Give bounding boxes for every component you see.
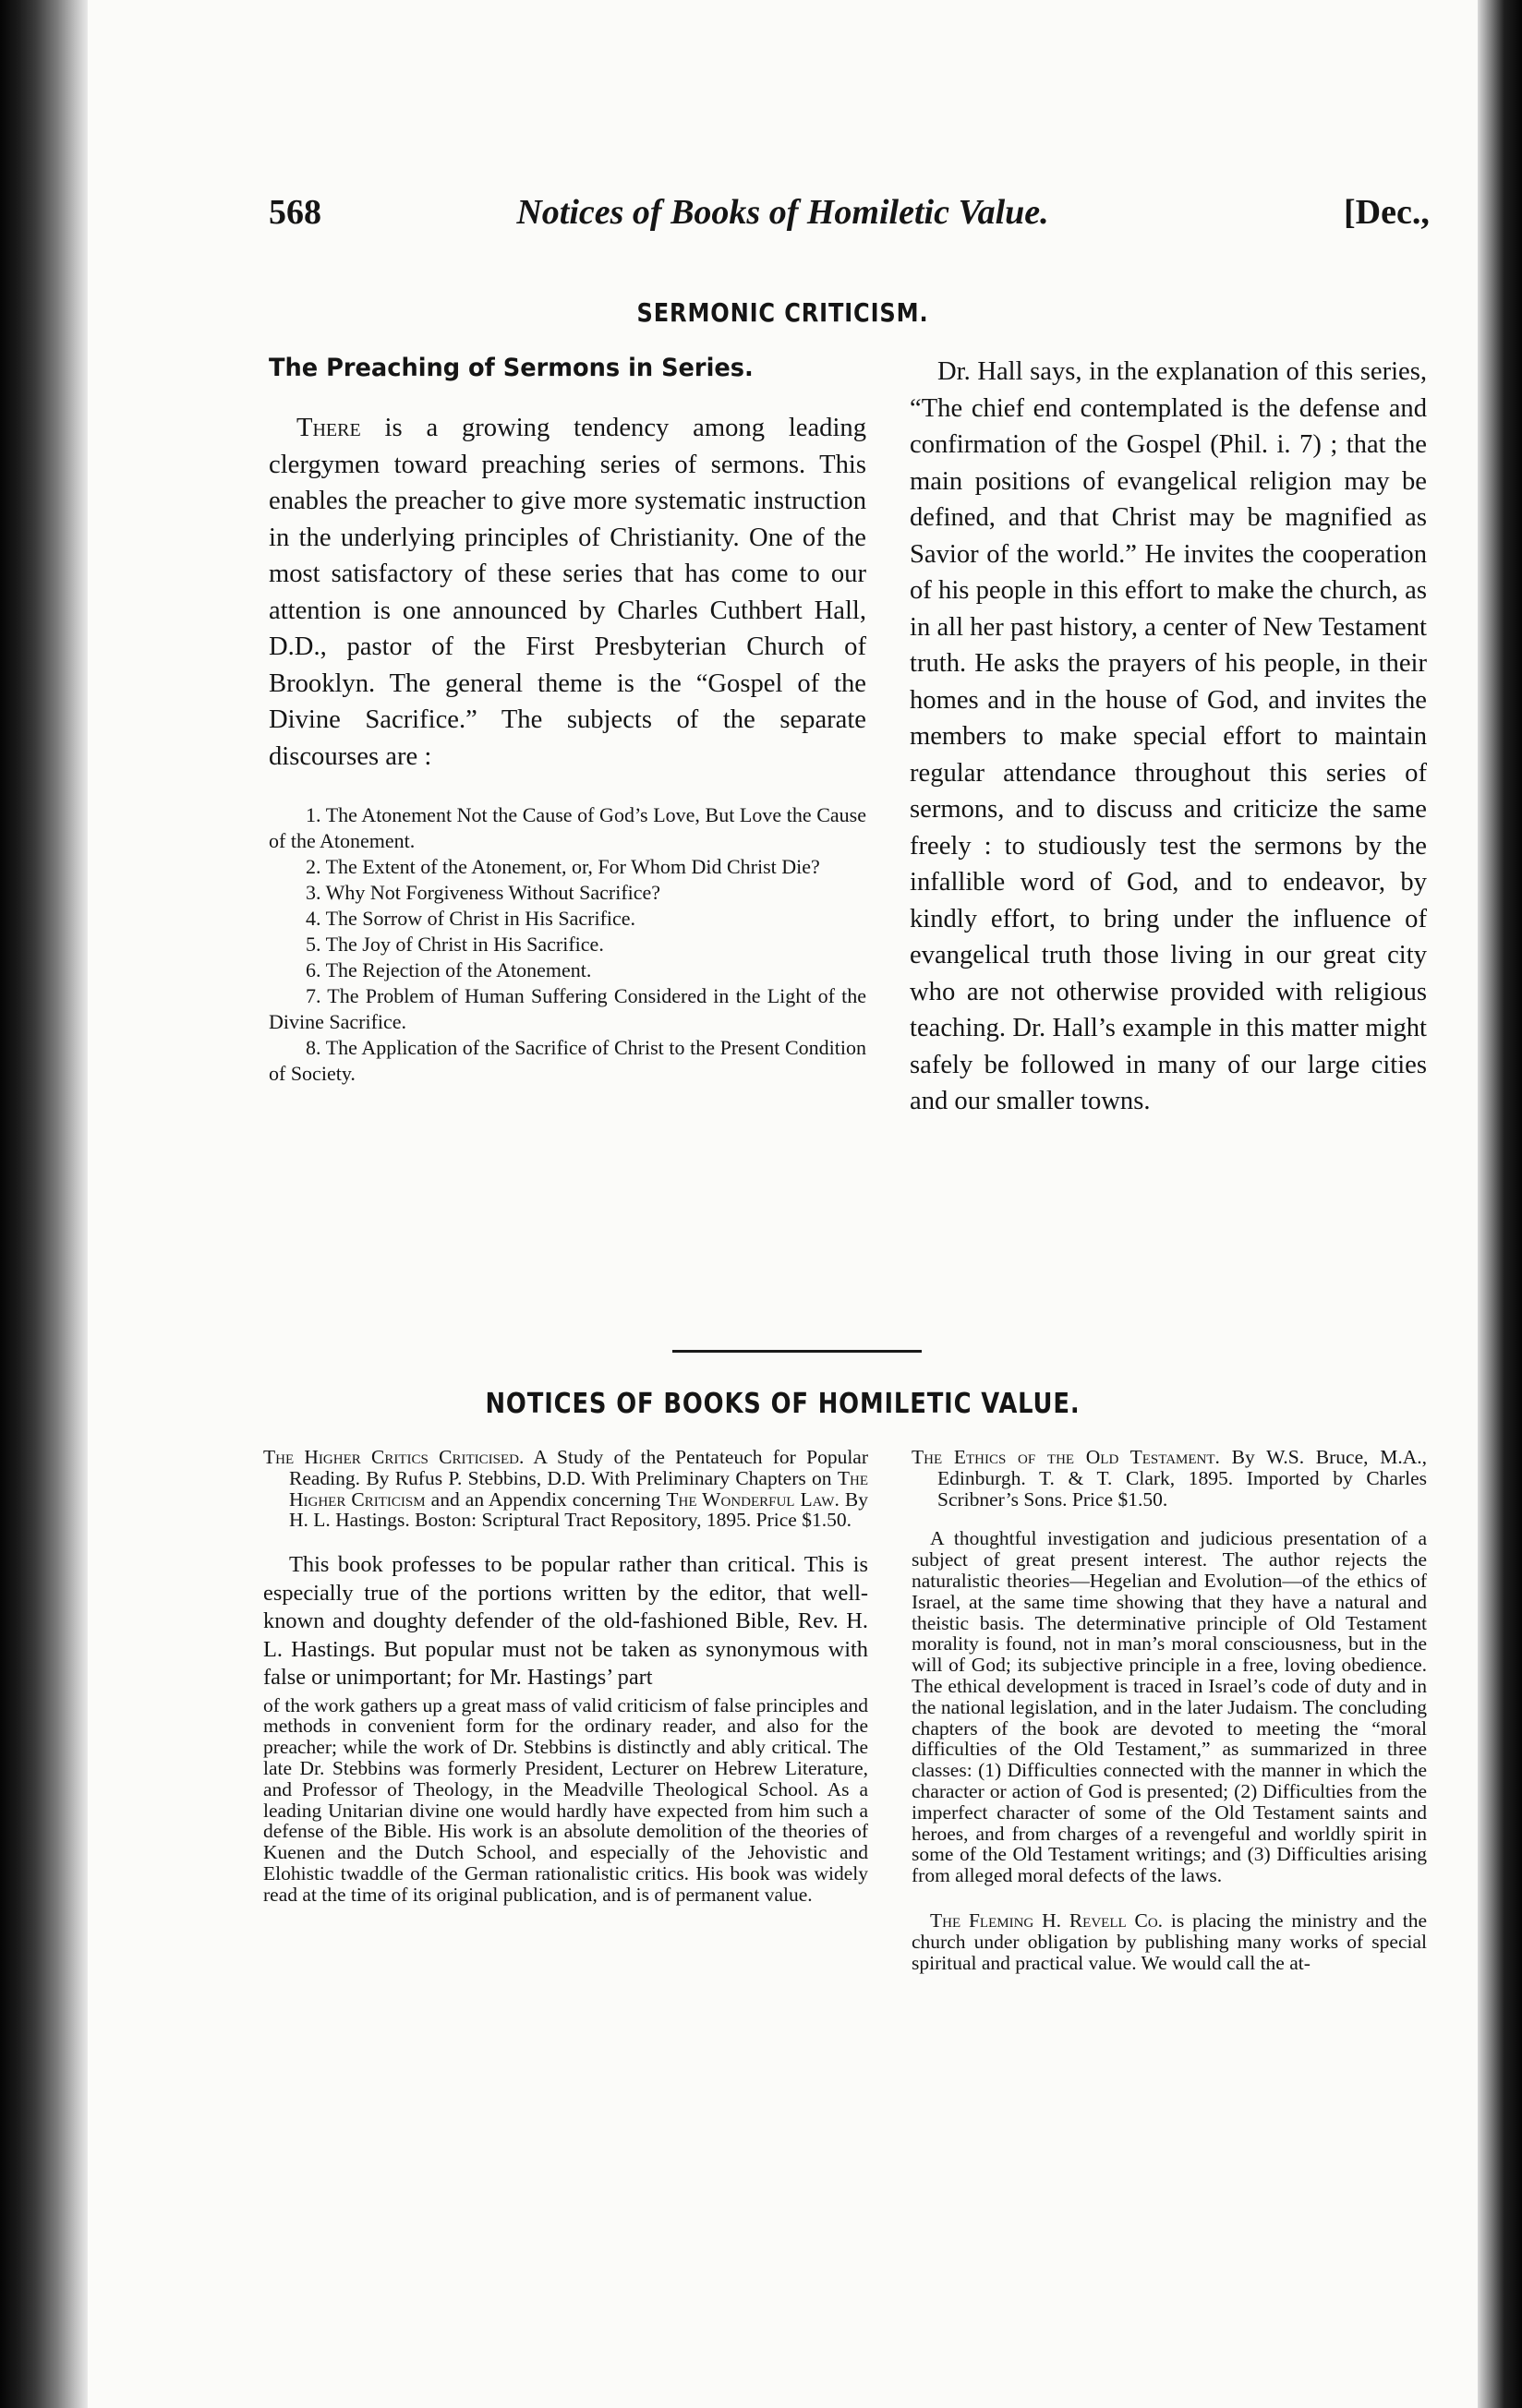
intro-text: is a growing tendency among leading clergymen toward preaching series of sermons. This enables the preacher to give more systematic instruction in the underlying principles of Christianity. One of the most satisfactory of these series that has come to our attention is one announced by Charles Cuthbert Hall, D.D., pastor of the First Presbyterian Church of Brooklyn. The general theme is the “Gospel of the Divine Sacrifice.” The subjects of the separate discourses are : xyxy=(269,414,866,771)
hall-explanation-paragraph: Dr. Hall says, in the explanation of this series, “The chief end contemplated is the defense and confirmation of the Gospel (Phil. i. 7) ; that the main positions of evangelical religion may be defined, and that Christ may be magnified as Savior of the world.” He invites the cooperation of his people in this effort to make the church, as in all her past history, a center of New Testament truth. He asks the prayers of his people, in their homes and in the house of God, and invites the members to make special effort to maintain regular attendance throughout this series of sermons, and to discuss and criticize the same freely : to studiously test the sermons by the infallible word of God, and to endeavor, by kindly effort, to bring under the influence of evangelical truth those living in our great city who are not otherwise provided with religious teaching. Dr. Hall’s example in this matter might safely be followed in many of our large cities and our smaller towns. xyxy=(910,357,1427,1115)
list-item: 5. The Joy of Christ in His Sacrifice. xyxy=(306,933,604,956)
book-reference: The Wonderful Law. xyxy=(666,1487,840,1511)
left-column-sermonic xyxy=(269,354,866,1087)
sermon-list xyxy=(269,802,866,1087)
page-number: 568 xyxy=(269,193,321,232)
book-title: The Ethics of the Old Testament. xyxy=(912,1446,1220,1468)
intro-lead-word: There xyxy=(296,414,361,442)
book-spine-shadow xyxy=(0,0,88,2408)
list-item: 2. The Extent of the Atonement, or, For Whom Did Christ Die? xyxy=(306,855,820,878)
list-item: 7. The Problem of Human Suffering Considered in the Light of the Divine Sacrifice. xyxy=(269,984,866,1033)
book-description: A Study of the Pentateuch for Popular Reading. By Rufus P. Stebbins, D.D. With Preliminary Chapters on xyxy=(289,1446,868,1489)
list-item: 4. The Sorrow of Christ in His Sacrifice. xyxy=(306,907,636,930)
list-item: 6. The Rejection of the Atonement. xyxy=(306,958,592,981)
publisher-name: The Fleming H. Revell Co. xyxy=(930,1908,1164,1932)
page xyxy=(88,0,1478,2408)
review-paragraph-ethics: A thoughtful investigation and judicious presentation of a subject of great present interest. The author rejects the naturalistic theories—Hegelian and Evolution—of the ethics of Israel, at the same time showing that they have a natural and theistic basis. The determinative principle of Old Testament morality is found, not in man’s moral consciousness, but in the will of God; its subjective principle in a free, loving obedience. The ethical development is traced in Israel’s code of duty and in the national legislation, and in the later Judaism. The concluding chapters of the book are devoted to meeting the “moral difficulties of the Old Testament,” as summarized in three classes: (1) Difficulties connected with the manner in which the character or action of God is presented; (2) Difficulties from the imperfect character of some of the Old Testament saints and heroes, and from charges of a revengeful and worldly spirit in some of the Old Testament writings; and (3) Difficulties arising from alleged moral defects of the laws. xyxy=(912,1527,1427,1887)
list-item: 1. The Atonement Not the Cause of God’s Love, But Love the Cause of the Atonement. xyxy=(269,803,866,852)
right-column-notices xyxy=(912,1447,1427,1973)
book-description: By W.S. Bruce, M.A., Edinburgh. T. & T. Clark, 1895. Imported by Charles Scribner’s Sons. Price $1.50. xyxy=(937,1446,1427,1511)
running-header xyxy=(88,192,1478,257)
intro-paragraph xyxy=(269,410,866,775)
review-paragraph-large: This book professes to be popular rather than critical. This is especially true of the portions written by the editor, that well-known and doughty defender of the old-fashioned Bible, Rev. H. L. Hastings. But popular must not be taken as synonymous with false or unimportant; for Mr. Hastings’ part xyxy=(263,1552,868,1691)
header-month: [Dec., xyxy=(1344,193,1430,232)
section-title-sermonic-criticism: SERMONIC CRITICISM. xyxy=(636,297,929,328)
revell-paragraph xyxy=(912,1910,1427,1973)
list-item: 8. The Application of the Sacrifice of Christ to the Present Condition of Society. xyxy=(269,1036,866,1085)
subheading-preaching-series: The Preaching of Sermons in Series. xyxy=(269,354,754,382)
list-item: 3. Why Not Forgiveness Without Sacrifice? xyxy=(306,881,661,904)
revell-text: is placing the ministry and the church under obligation by publishing many works of special spiritual and practical value. We would call the at- xyxy=(912,1908,1427,1974)
right-column-sermonic xyxy=(910,354,1427,1120)
running-title: Notices of Books of Homiletic Value. xyxy=(516,193,1049,232)
review-paragraph-small: of the work gathers up a great mass of valid criticism of false principles and methods in convenient form for the ordinary reader, and also for the preacher; while the work of Dr. Stebbins is distinctly and ably critical. The late Dr. Stebbins was formerly President, Lecturer on Hebrew Literature, and Professor of Theology, in the Meadville Theological School. As a leading Unitarian divine one would hardly have expected from him such a defense of the Bible. His work is an absolute demolition of the theories of Kuenen and the Dutch School, and especially of the Jehovistic and Elohistic twaddle of the German rationalistic critics. His book was widely read at the time of its original publication, and is of permanent value. xyxy=(263,1693,868,1906)
book-reference: The Higher Criticism xyxy=(289,1466,868,1511)
left-column-notices xyxy=(263,1447,868,1906)
page-edge-shadow xyxy=(1478,0,1522,2408)
section-divider xyxy=(672,1350,922,1353)
book-description: By H. L. Hastings. Boston: Scriptural Tract Repository, 1895. Price $1.50. xyxy=(289,1487,868,1532)
book-title: The Higher Critics Criticised. xyxy=(263,1446,525,1468)
section-title-notices: NOTICES OF BOOKS OF HOMILETIC VALUE. xyxy=(485,1388,1081,1420)
book-entry-higher-critics xyxy=(263,1447,868,1531)
book-description: and an Appendix concerning xyxy=(425,1487,667,1511)
book-entry-ethics-old-testament xyxy=(912,1447,1427,1510)
